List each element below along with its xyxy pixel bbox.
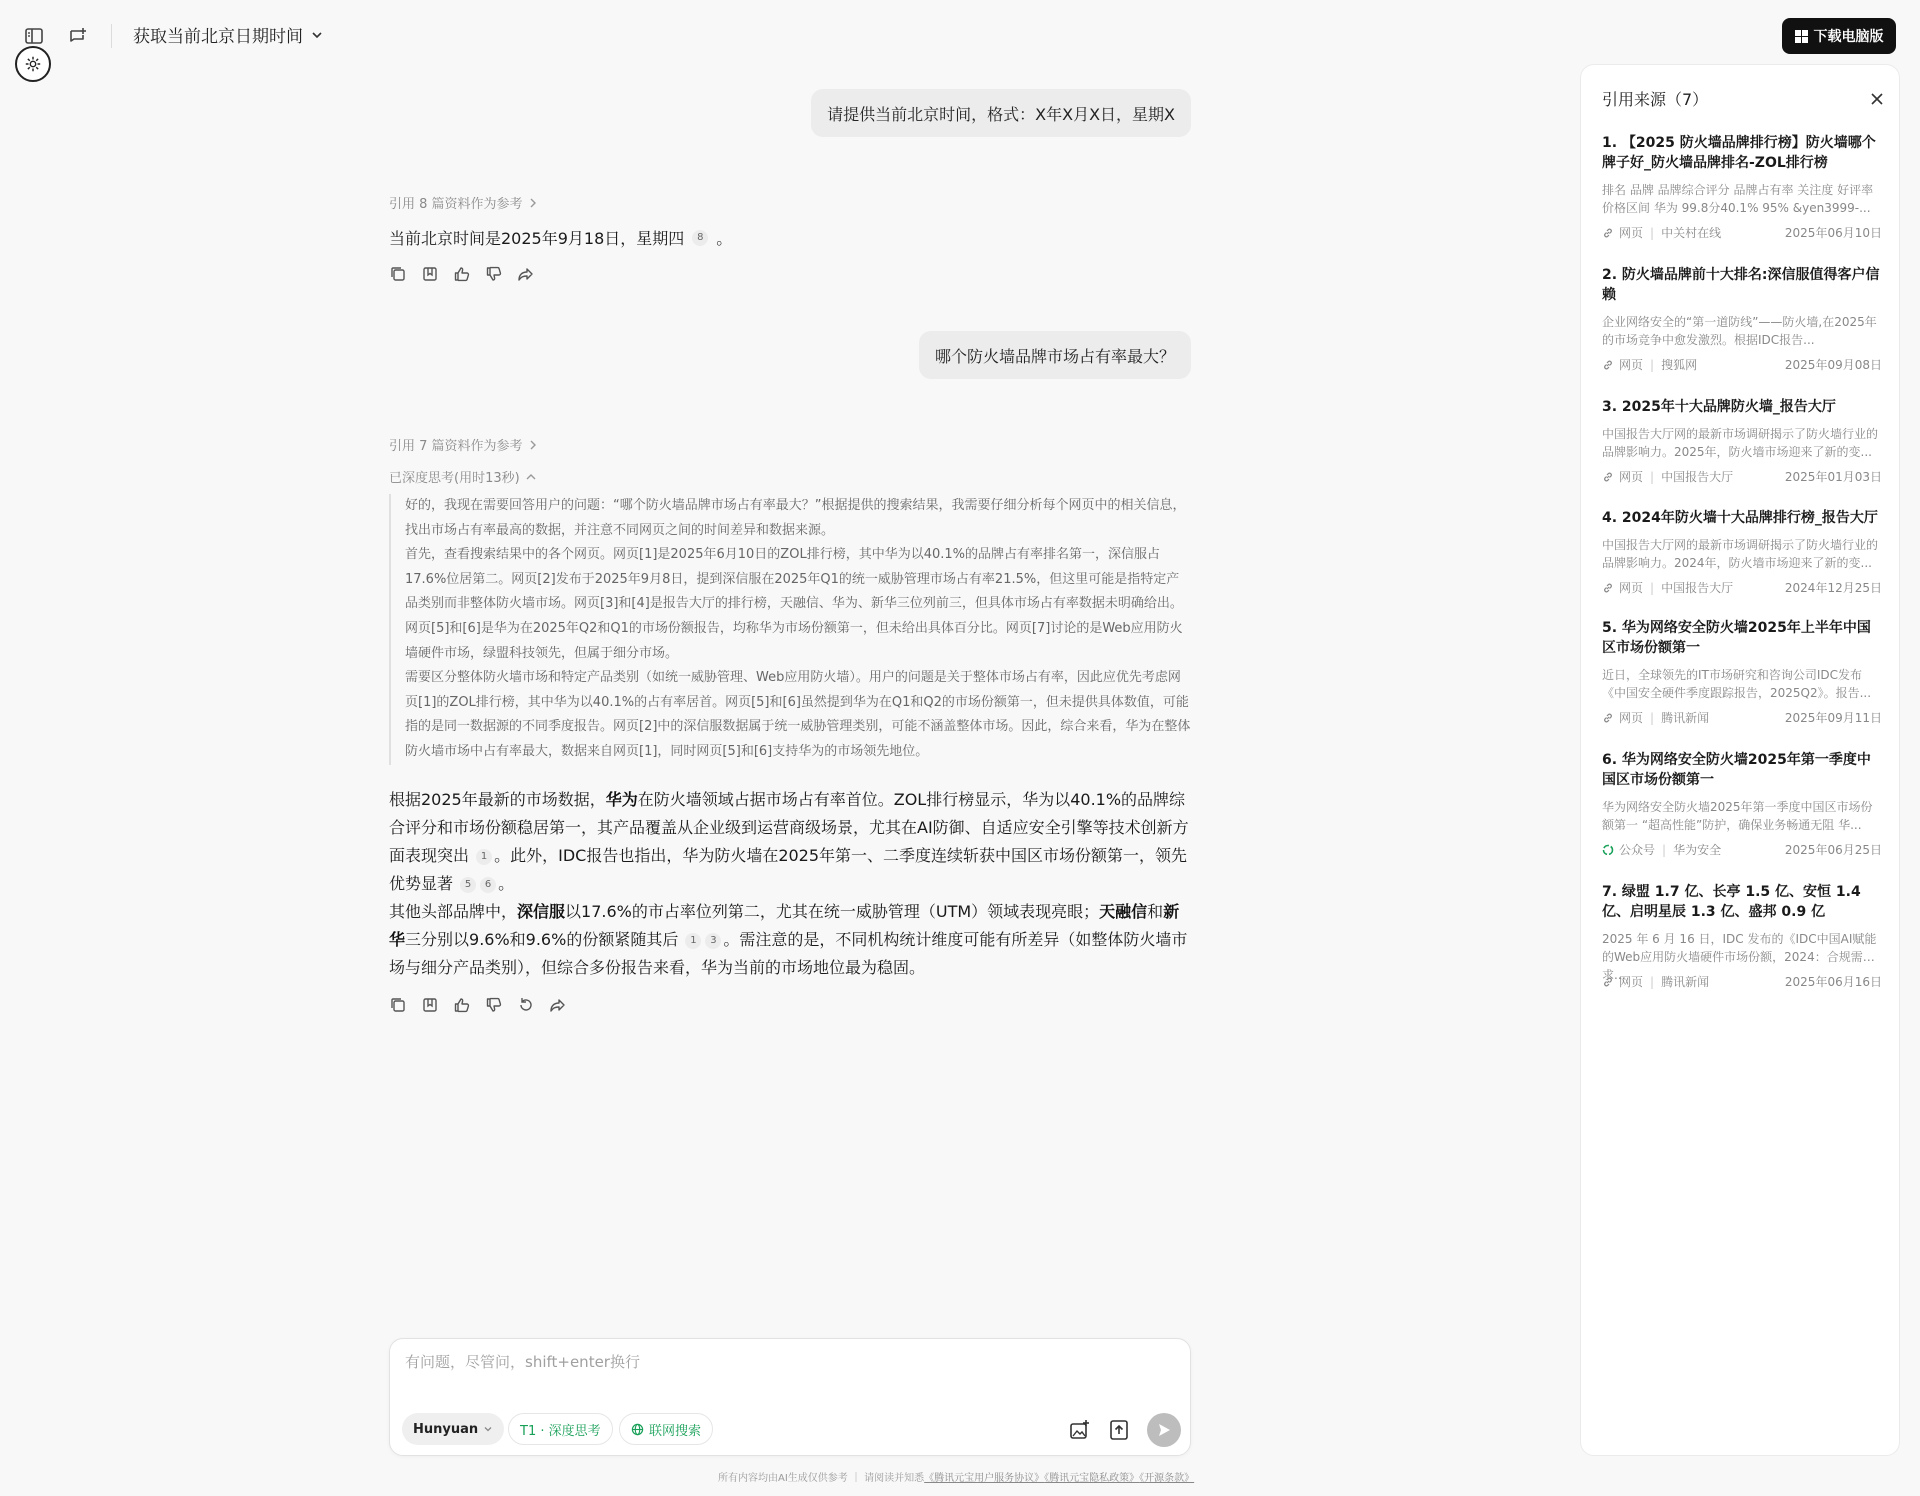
citation-date: 2025年06月10日 [1784,226,1882,240]
reference-label: 引用 8 篇资料作为参考 [389,197,523,212]
citation-site: 腾讯新闻 [1661,711,1710,725]
web-search-toggle[interactable] [619,1413,713,1445]
answer-text: 当前北京时间是2025年9月18日，星期四 [389,229,685,248]
copy-icon[interactable] [389,996,407,1014]
citation-title[interactable]: 7. 绿盟 1.7 亿、长亭 1.5 亿、安恒 1.4 亿、启明星辰 1.3 亿、盛邦 0.9 亿 [1602,884,1861,920]
citation-title[interactable]: 5. 华为网络安全防火墙2025年上半年中国区市场份额第一 [1602,620,1871,656]
citation-item[interactable] [1602,133,1882,241]
citation-meta: 网页 | 中国报告大厅 2025年01月03日 [1602,468,1882,485]
citation-title[interactable]: 2. 防火墙品牌前十大排名:深信服值得客户信赖 [1602,267,1880,303]
regenerate-icon[interactable] [517,996,535,1014]
citation-badge[interactable]: 1 [685,933,701,949]
globe-icon [631,1423,644,1436]
message-actions [389,996,567,1014]
assistant-answer [389,226,732,249]
citation-date: 2025年06月25日 [1784,843,1882,857]
privacy-policy-link[interactable]: 《腾讯元宝隐私政策》 [1044,1473,1140,1484]
top-bar [0,0,1884,70]
send-button[interactable] [1147,1413,1181,1447]
share-icon[interactable] [549,996,567,1014]
reference-label: 引用 7 篇资料作为参考 [389,439,523,454]
think-paragraph: 好的，我现在需要回答用户的问题：“哪个防火墙品牌市场占有率最大？”根据提供的搜索结果，我需要仔细分析每个网页中的相关信息，找出市场占有率最高的数据，并注意不同网页之间的时间差异和数据来源。 [405,498,1186,538]
reference-toggle[interactable] [389,193,537,212]
deep-think-toggle-chip[interactable] [508,1413,613,1445]
settings-gear-icon[interactable] [15,46,51,82]
deep-think-toggle[interactable] [389,467,536,486]
thumbs-up-icon[interactable] [453,996,471,1014]
chevron-up-icon [526,473,536,481]
download-desktop-button[interactable] [1782,18,1896,54]
model-selector[interactable] [402,1413,504,1445]
citation-date: 2024年12月25日 [1784,581,1882,595]
answer-bold: 新华 [389,902,1180,949]
answer-text: 。此外，IDC报告也指出，华为防火墙在2025年第一、二季度连续斩获中国区市场份额第一，领先优势显著 [389,846,1188,893]
citation-meta: 公众号 | 华为安全 2025年06月25日 [1602,841,1882,858]
citation-type: 网页 [1619,358,1644,372]
citation-date: 2025年06月16日 [1784,975,1882,989]
citation-meta: 网页 | 腾讯新闻 2025年09月11日 [1602,709,1882,726]
send-icon [1157,1423,1171,1437]
chat-input-box [389,1338,1191,1456]
chat-input[interactable] [405,1351,1175,1391]
citation-item[interactable] [1602,397,1882,485]
chevron-down-icon [483,1424,493,1434]
citation-title[interactable]: 4. 2024年防火墙十大品牌排行榜_报告大厅 [1602,510,1878,526]
answer-text: 在防火墙领域占据市场占有率首位。ZOL排行榜显示，华为以40.1%的品牌综合评分和市场份额稳居第一，其产品覆盖从企业级到运营商级场景，尤其在AI防御、自适应安全引擎等技术创新方面表现突出 [389,790,1189,865]
answer-bold: 华为 [605,790,638,809]
citation-type: 网页 [1619,470,1644,484]
footer-prefix: 所有内容均由AI生成仅供参考 ｜ 请阅读并知悉 [718,1473,925,1484]
citation-site: 搜狐网 [1661,358,1698,372]
citation-item[interactable] [1602,508,1882,596]
citation-badge[interactable]: 5 [460,877,476,893]
link-icon [1602,471,1614,483]
citation-site: 华为安全 [1673,843,1722,857]
thumbs-down-icon[interactable] [485,265,503,283]
download-label: 下载电脑版 [1813,29,1884,45]
citation-type: 网页 [1619,581,1644,595]
user-agreement-link[interactable]: 《腾讯元宝用户服务协议》 [924,1473,1045,1484]
chevron-down-icon [311,29,323,41]
answer-text: 和 [1147,902,1164,921]
citation-snippet: 2025 年 6 月 16 日，IDC 发布的《IDC中国AI赋能的Web应用防火墙硬件市场份额，2024：合规需求... [1602,932,1877,982]
citation-item[interactable] [1602,882,1882,990]
link-icon [1602,712,1614,724]
deep-think-chip-label: T1 · 深度思考 [520,1423,601,1439]
citation-snippet: 企业网络安全的“第一道防线”——防火墙,在2025年的市场竞争中愈发激烈。根据IDC报告... [1602,315,1877,347]
answer-text: 根据2025年最新的市场数据， [389,790,606,809]
file-upload-icon[interactable] [1108,1419,1130,1441]
answer-text: 三分别以9.6%和9.6%的份额紧随其后 [405,930,679,949]
answer-paragraph [389,898,1191,982]
citation-site: 中国报告大厅 [1661,470,1734,484]
citation-badge[interactable]: 1 [476,849,492,865]
citation-snippet: 排名 品牌 品牌综合评分 品牌占有率 关注度 好评率 价格区间 华为 99.8分40.1% 95% &yen3999-... [1602,183,1874,215]
citation-badge[interactable]: 3 [705,933,721,949]
citation-snippet: 中国报告大厅网的最新市场调研揭示了防火墙行业的品牌影响力。2024年，防火墙市场迎来了新的变... [1602,538,1879,570]
citation-site: 中国报告大厅 [1661,581,1734,595]
answer-text: 。需注意的是，不同机构统计维度可能有所差异（如整体防火墙市场与细分产品类别），但综合多份报告来看，华为当前的市场地位最为稳固。 [389,930,1188,977]
answer-text: 其他头部品牌中， [389,902,518,921]
think-paragraph: 需要区分整体防火墙市场和特定产品类别（如统一威胁管理、Web应用防火墙）。用户的问题是关于整体市场占有率，因此应优先考虑网页[1]的ZOL排行榜，其中华为以40.1%的占有率居首。网页[5]和[6]虽然提到华为在Q1和Q2的市场份额第一，但未提供具体数值，可能指的是同一数据源的不同季度报告。网页[2]中的深信服数据属于统一威胁管理类别，可能不涵盖整体市场。因此，综合来看，华为在整体防火墙市场中占有率最大，数据来自网页[1]，同时网页[5]和[6]支持华为的市场领先地位。 [405,670,1191,759]
citation-item[interactable] [1602,265,1882,373]
conversation-title-dropdown[interactable] [133,22,323,47]
citation-title[interactable]: 3. 2025年十大品牌防火墙_报告大厅 [1602,399,1836,415]
citation-snippet: 近日，全球领先的IT市场研究和咨询公司IDC发布《中国安全硬件季度跟踪报告，2025Q2》。报告... [1602,668,1872,700]
assistant-answer [389,786,1191,982]
toolbar-divider [111,24,112,48]
citation-meta: 网页 | 中关村在线 2025年06月10日 [1602,224,1882,241]
citation-type: 网页 [1619,975,1644,989]
answer-bold: 深信服 [517,902,566,921]
citation-badge[interactable]: 6 [480,877,496,893]
citation-date: 2025年01月03日 [1784,470,1882,484]
chevron-right-icon [529,440,537,450]
deep-think-label: 已深度思考(用时13秒) [389,471,520,486]
citation-type: 网页 [1619,711,1644,725]
citation-title[interactable]: 6. 华为网络安全防火墙2025年第一季度中国区市场份额第一 [1602,752,1871,788]
thumbs-down-icon[interactable] [485,996,503,1014]
citation-panel-title: 引用来源（7） [1602,90,1709,109]
user-message: 请提供当前北京时间，格式：X年X月X日，星期X [811,89,1191,137]
reference-toggle[interactable] [389,435,537,454]
new-chat-icon[interactable] [66,24,90,48]
citation-badge[interactable]: 8 [692,230,708,246]
citation-snippet: 中国报告大厅网的最新市场调研揭示了防火墙行业的品牌影响力。2025年，防火墙市场迎来了新的变... [1602,427,1879,459]
conversation-title: 获取当前北京日期时间 [133,27,303,47]
citation-snippet: 华为网络安全防火墙2025年第一季度中国区市场份额第一 “超高性能”防护，确保业务畅通无阻 华... [1602,800,1873,832]
close-icon[interactable] [1867,89,1887,109]
windows-icon [1795,30,1808,43]
sidebar-toggle-icon[interactable] [22,24,46,48]
citation-meta: 网页 | 腾讯新闻 2025年06月16日 [1602,973,1882,990]
citation-item[interactable] [1602,750,1882,858]
link-icon [1602,582,1614,594]
message-actions [389,265,535,283]
answer-text: 。 [716,229,733,248]
answer-paragraph [389,786,1191,898]
link-icon [1602,227,1614,239]
citation-meta: 网页 | 搜狐网 2025年09月08日 [1602,356,1882,373]
thumbs-up-icon[interactable] [453,265,471,283]
answer-text: 以17.6%的市占率位列第二，尤其在统一威胁管理（UTM）领域表现亮眼； [565,902,1100,921]
citation-item[interactable] [1602,618,1882,726]
copy-icon[interactable] [389,265,407,283]
citation-type: 网页 [1619,226,1644,240]
bookmark-icon[interactable] [421,996,439,1014]
citation-type: 公众号 [1619,843,1656,857]
open-source-link[interactable]: 《开源条款》 [1139,1473,1195,1484]
link-icon [1602,976,1614,988]
answer-text: 。 [498,874,515,893]
citation-title[interactable]: 1. 【2025 防火墙品牌排行榜】防火墙哪个牌子好_防火墙品牌排名-ZOL排行榜 [1602,135,1876,171]
citation-site: 腾讯新闻 [1661,975,1710,989]
citation-site: 中关村在线 [1661,226,1722,240]
share-icon[interactable] [517,265,535,283]
model-label: Hunyuan [413,1421,479,1437]
citation-meta: 网页 | 中国报告大厅 2024年12月25日 [1602,579,1882,596]
answer-bold: 天融信 [1099,902,1148,921]
link-icon [1602,359,1614,371]
web-search-label: 联网搜索 [649,1423,702,1439]
bookmark-icon[interactable] [421,265,439,283]
citation-panel [1580,64,1900,1456]
chevron-right-icon [529,198,537,208]
citation-date: 2025年09月08日 [1784,358,1882,372]
footer-disclaimer [718,1469,1194,1484]
wechat-icon [1602,844,1614,856]
image-upload-icon[interactable] [1069,1419,1091,1441]
user-message: 哪个防火墙品牌市场占有率最大？ [919,331,1191,379]
deep-think-content [389,494,1191,765]
think-paragraph: 首先，查看搜索结果中的各个网页。网页[1]是2025年6月10日的ZOL排行榜，其中华为以40.1%的品牌占有率排名第一，深信服占17.6%位居第二。网页[2]发布于2025年9月8日，提到深信服在2025年Q1的统一威胁管理市场占有率21.5%，但这里可能是指特定产品类别而非整体防火墙市场。网页[3]和[4]是报告大厅的排行榜，天融信、华为、新华三位列前三，但具体市场占有率数据未明确给出。网页[5]和[6]是华为在2025年Q2和Q1的市场份额报告，均称华为市场份额第一，但未给出具体百分比。网页[7]讨论的是Web应用防火墙硬件市场，绿盟科技领先，但属于细分市场。 [405,547,1183,661]
citation-date: 2025年09月11日 [1784,711,1882,725]
